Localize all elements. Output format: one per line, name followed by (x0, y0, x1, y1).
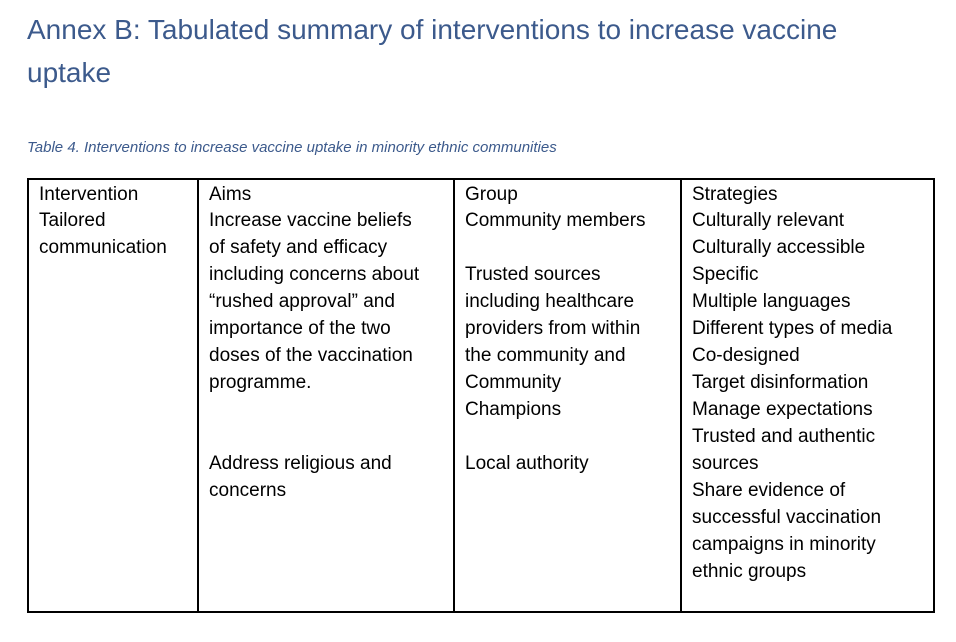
strategy-line: Culturally relevant (692, 210, 845, 231)
aims-line: of safety and efficacy (209, 237, 388, 258)
aims-line: importance of the two (209, 318, 391, 339)
aims-line: concerns (209, 480, 287, 501)
table-header-row (28, 179, 934, 207)
header-group: Group (454, 179, 681, 207)
header-intervention: Intervention (28, 179, 198, 207)
strategy-line: successful vaccination (692, 507, 882, 528)
cell-group (454, 207, 681, 612)
group-line: providers from within (465, 318, 641, 339)
aims-line: “rushed approval” and (209, 291, 395, 312)
header-strategies: Strategies (681, 179, 934, 207)
aims-line: programme. (209, 372, 312, 393)
group-line: Champions (465, 399, 562, 420)
cell-aims (198, 207, 454, 612)
strategy-line: Manage expectations (692, 399, 873, 420)
strategy-line: Multiple languages (692, 291, 851, 312)
aims-spacer (209, 396, 443, 450)
table-row (28, 207, 934, 612)
intervention-line: communication (39, 237, 167, 258)
strategy-line: ethnic groups (692, 561, 807, 582)
strategy-line: Culturally accessible (692, 237, 866, 258)
aims-line: including concerns about (209, 264, 420, 285)
strategy-line: Different types of media (692, 318, 893, 339)
header-aims: Aims (198, 179, 454, 207)
table-caption: Table 4. Interventions to increase vaccine uptake in minority ethnic communities (27, 139, 557, 156)
strategy-line: Trusted and authentic (692, 426, 876, 447)
group-spacer (465, 423, 670, 450)
cell-intervention (28, 207, 198, 612)
aims-line: Increase vaccine beliefs (209, 210, 412, 231)
annex-heading: Annex B: Tabulated summary of interventions to increase vaccine uptake (27, 14, 838, 88)
cell-strategies (681, 207, 934, 612)
strategy-line: Share evidence of (692, 480, 846, 501)
strategy-line: Specific (692, 264, 759, 285)
group-spacer (465, 234, 670, 261)
strategy-line: campaigns in minority (692, 534, 876, 555)
interventions-table (27, 178, 935, 613)
aims-line: Address religious and (209, 453, 392, 474)
strategy-line: Co-designed (692, 345, 800, 366)
group-line: including healthcare (465, 291, 635, 312)
group-line: Trusted sources (465, 264, 601, 285)
group-line: Community (465, 372, 562, 393)
group-line: Community members (465, 210, 646, 231)
strategy-line: sources (692, 453, 759, 474)
group-line: the community and (465, 345, 626, 366)
aims-line: doses of the vaccination (209, 345, 413, 366)
intervention-line: Tailored (39, 210, 106, 231)
group-line: Local authority (465, 453, 589, 474)
strategy-line: Target disinformation (692, 372, 869, 393)
